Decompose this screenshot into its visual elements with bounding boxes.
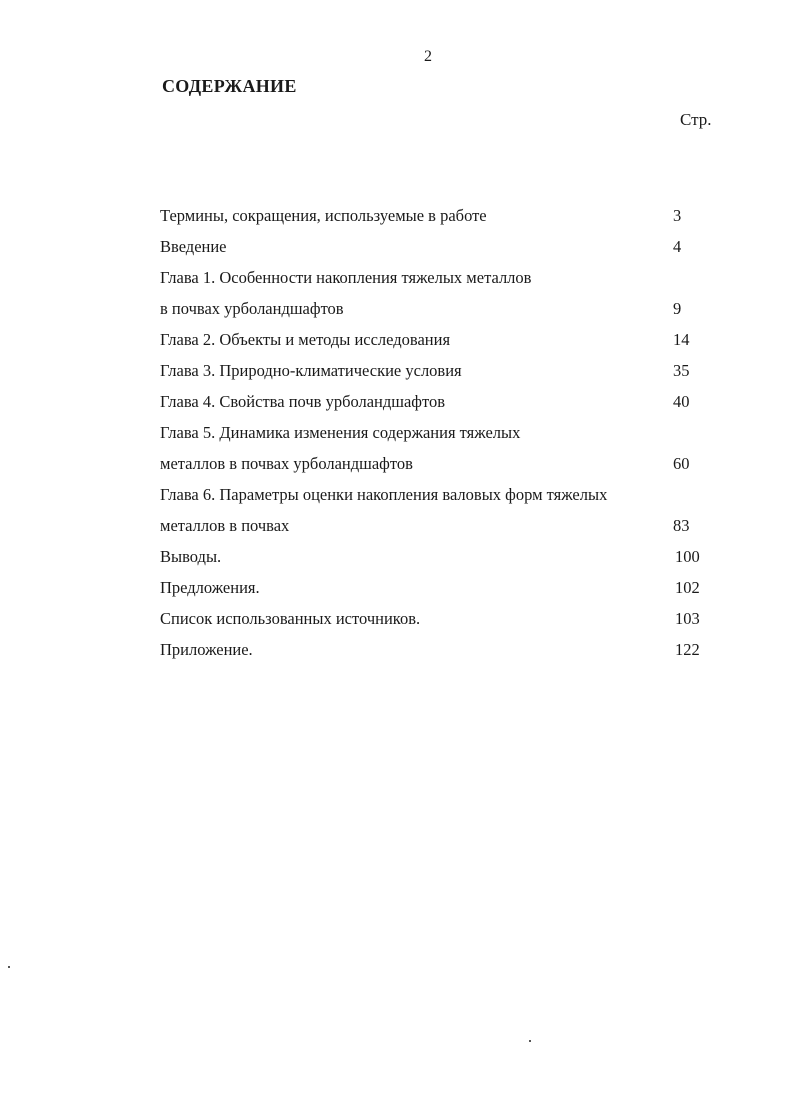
toc-entry-title: Приложение.	[160, 640, 253, 659]
scan-speck	[529, 1040, 531, 1042]
toc-heading: СОДЕРЖАНИЕ	[162, 76, 297, 96]
toc-entry-title: Список использованных источников.	[160, 609, 421, 628]
toc-entry-title: Глава 2. Объекты и методы исследования	[160, 330, 451, 349]
toc-entry-title: Глава 4. Свойства почв урболандшафтов	[160, 392, 446, 411]
toc-entry-title: Предложения.	[160, 578, 260, 597]
toc-entry-title-continued: металлов в почвах	[160, 516, 290, 535]
toc-entry-page: 4	[673, 237, 682, 256]
toc-entry-title-continued: металлов в почвах урболандшафтов	[160, 454, 413, 473]
toc-entry-page: 60	[673, 454, 690, 473]
toc-entry-references	[160, 603, 720, 634]
table-of-contents	[160, 200, 720, 665]
toc-entry-chapter-3	[160, 355, 720, 386]
toc-entry-chapter-6	[160, 479, 720, 541]
toc-entry-page: 35	[673, 361, 690, 380]
page-number: 2	[424, 48, 432, 65]
toc-entry-page: 40	[673, 392, 690, 411]
toc-entry-title: Глава 3. Природно-климатические условия	[160, 361, 462, 380]
toc-entry-chapter-1	[160, 262, 720, 324]
toc-entry-page: 122	[675, 640, 700, 659]
toc-entry-chapter-4	[160, 386, 720, 417]
scan-speck	[8, 966, 10, 968]
toc-entry-page: 14	[673, 330, 690, 349]
page-column-label: Стр.	[680, 110, 712, 129]
toc-entry-title: Выводы.	[160, 547, 222, 566]
toc-entry-page: 9	[673, 299, 682, 318]
toc-entry-title: Глава 1. Особенности накопления тяжелых металлов	[160, 268, 532, 287]
toc-entry-title: Введение	[160, 237, 227, 256]
toc-entry-page: 103	[675, 609, 700, 628]
toc-entry-chapter-2	[160, 324, 720, 355]
toc-entry-conclusions	[160, 541, 720, 572]
toc-entry-introduction	[160, 231, 720, 262]
toc-entry-appendix	[160, 634, 720, 665]
toc-entry-title: Термины, сокращения, используемые в работе	[160, 206, 487, 225]
toc-entry-terms	[160, 200, 720, 231]
toc-entry-page: 102	[675, 578, 700, 597]
toc-entry-page: 100	[675, 547, 700, 566]
toc-entry-page: 83	[673, 516, 690, 535]
toc-entry-title: Глава 5. Динамика изменения содержания тяжелых	[160, 423, 521, 442]
toc-entry-title-continued: в почвах урболандшафтов	[160, 299, 344, 318]
toc-entry-chapter-5	[160, 417, 720, 479]
toc-entry-page: 3	[673, 206, 682, 225]
toc-entry-proposals	[160, 572, 720, 603]
toc-entry-title: Глава 6. Параметры оценки накопления валовых форм тяжелых	[160, 485, 608, 504]
